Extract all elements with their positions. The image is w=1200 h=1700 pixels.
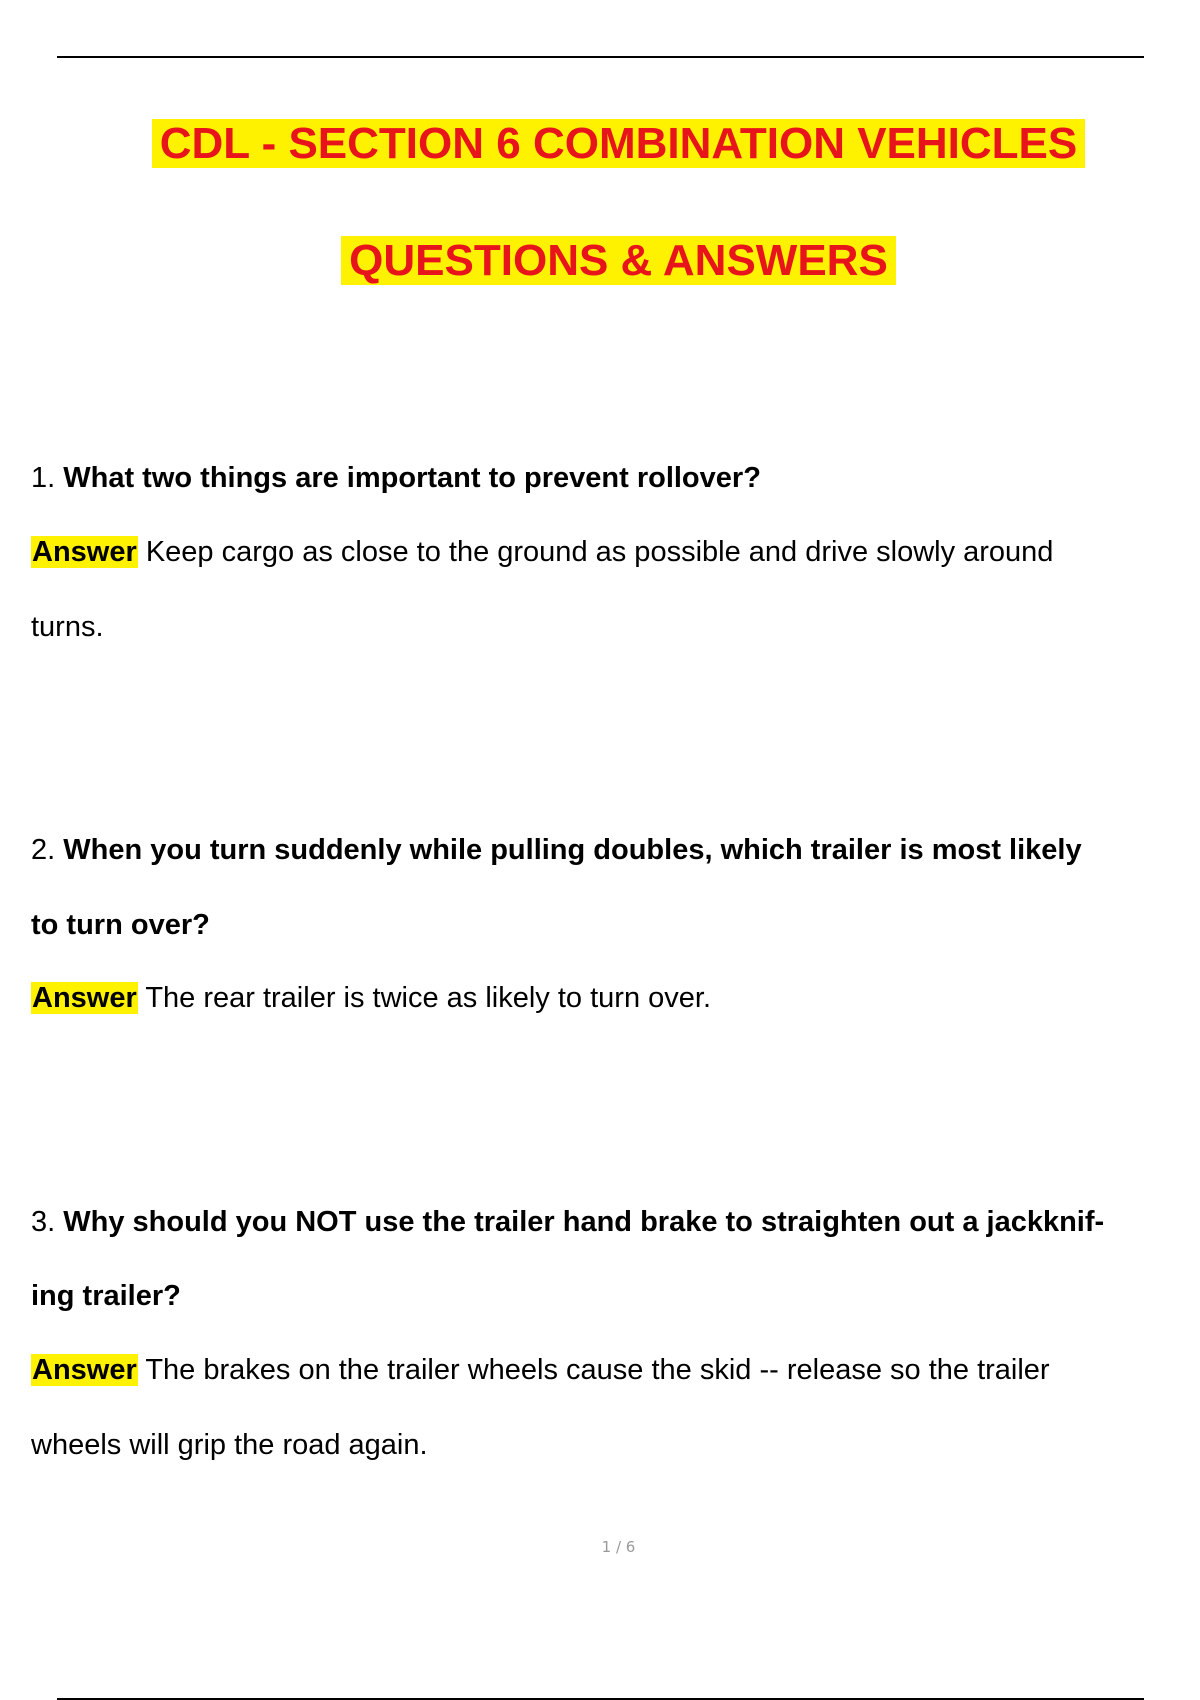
answer-2	[31, 978, 711, 1018]
answer-1	[31, 532, 1053, 572]
answer-text: turns.	[31, 611, 104, 643]
question-number: 3.	[31, 1206, 56, 1238]
answer-text: The brakes on the trailer wheels cause the skid -- release so the trailer	[145, 1354, 1050, 1386]
document-title	[0, 115, 1200, 173]
answer-label: Answer	[32, 1354, 137, 1386]
question-number: 2.	[31, 834, 56, 866]
question-text: Why should you NOT use the trailer hand brake to straighten out a jackknif-	[63, 1206, 1105, 1238]
title-line-2: QUESTIONS & ANSWERS	[341, 236, 896, 285]
answer-label: Answer	[32, 982, 137, 1014]
question-1	[31, 458, 761, 498]
question-text: What two things are important to prevent rollover?	[63, 462, 761, 494]
answer-1-continued	[31, 607, 104, 647]
question-3	[31, 1202, 1200, 1242]
document-subtitle	[0, 232, 1200, 290]
title-line-1: CDL - SECTION 6 COMBINATION VEHICLES	[152, 119, 1086, 168]
question-number: 1.	[31, 462, 56, 494]
question-text: to turn over?	[31, 909, 210, 941]
answer-3	[31, 1350, 1050, 1390]
question-text: When you turn suddenly while pulling doubles, which trailer is most likely	[63, 834, 1082, 866]
question-2	[31, 830, 1082, 870]
answer-text: wheels will grip the road again.	[31, 1429, 428, 1461]
answer-text: Keep cargo as close to the ground as possible and drive slowly around	[145, 536, 1054, 568]
question-3-continued	[31, 1276, 181, 1316]
answer-text: The rear trailer is twice as likely to turn over.	[145, 982, 712, 1014]
answer-label: Answer	[32, 536, 137, 568]
top-rule	[57, 56, 1144, 58]
answer-3-continued	[31, 1425, 428, 1465]
page-indicator: 1 / 6	[601, 1538, 636, 1556]
question-2-continued	[31, 905, 210, 945]
question-text: ing trailer?	[31, 1280, 181, 1312]
